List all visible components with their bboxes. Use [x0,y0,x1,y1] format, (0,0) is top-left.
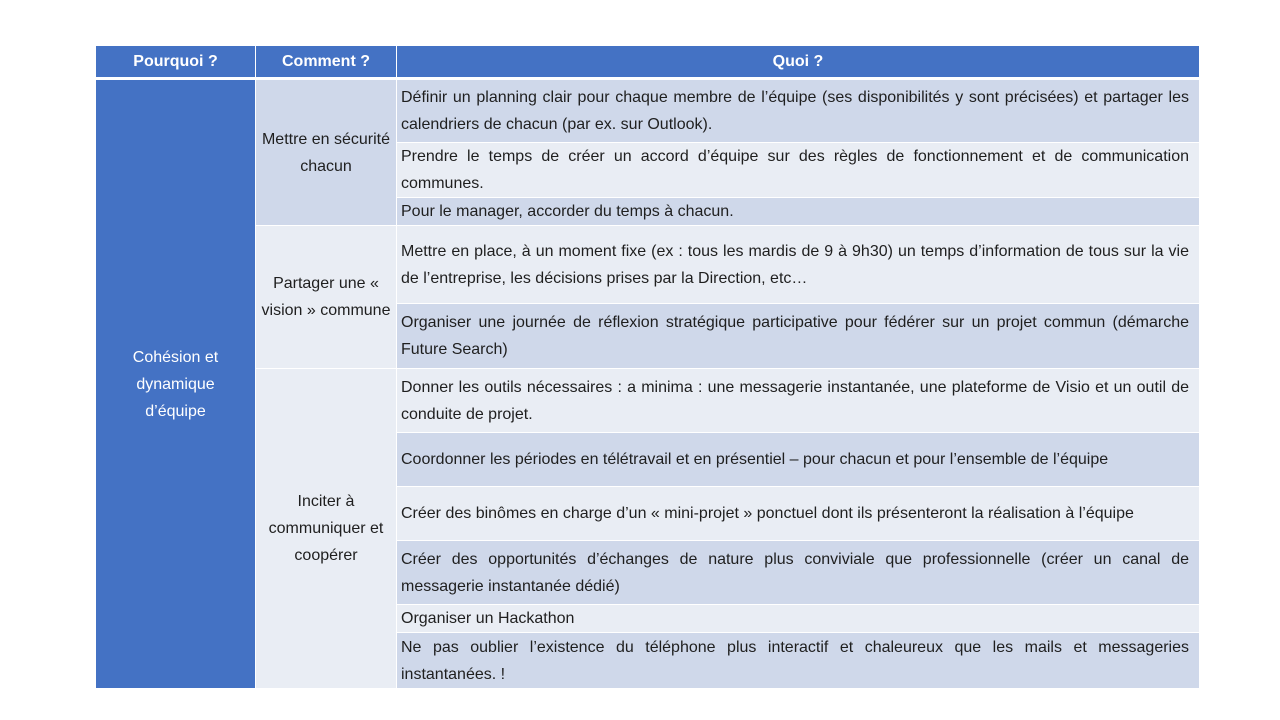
how-cell-vision: Partager une « vision » commune [256,226,397,369]
table-row [96,226,1200,304]
header-comment: Comment ? [256,46,397,79]
table-row [96,369,1200,433]
how-cell-securite: Mettre en sécurité chacun [256,79,397,226]
action-table [95,45,1200,689]
what-cell: Organiser une journée de réflexion stratégique participative pour fédérer sur un projet commun (démarche Future Search) [397,304,1200,369]
how-cell-cooperer: Inciter à communiquer et coopérer [256,369,397,689]
what-cell: Créer des binômes en charge d’un « mini-projet » ponctuel dont ils présenteront la réalisation à l’équipe [397,487,1200,541]
what-cell: Ne pas oublier l’existence du téléphone plus interactif et chaleureux que les mails et messageries instantanées. ! [397,633,1200,689]
what-cell: Organiser un Hackathon [397,605,1200,633]
what-cell: Prendre le temps de créer un accord d’équipe sur des règles de fonctionnement et de communication communes. [397,143,1200,198]
what-cell: Mettre en place, à un moment fixe (ex : tous les mardis de 9 à 9h30) un temps d’information de tous sur la vie de l’entreprise, les décisions prises par la Direction, etc… [397,226,1200,304]
why-cell: Cohésion et dynamique d’équipe [96,79,256,689]
header-quoi: Quoi ? [397,46,1200,79]
what-cell: Créer des opportunités d’échanges de nature plus conviviale que professionnelle (créer un canal de messagerie instantanée dédié) [397,541,1200,605]
header-pourquoi: Pourquoi ? [96,46,256,79]
what-cell: Coordonner les périodes en télétravail et en présentiel – pour chacun et pour l’ensemble de l’équipe [397,433,1200,487]
header-row [96,46,1200,79]
what-cell: Pour le manager, accorder du temps à chacun. [397,198,1200,226]
table-row [96,79,1200,143]
what-cell: Définir un planning clair pour chaque membre de l’équipe (ses disponibilités y sont précisées) et partager les calendriers de chacun (par ex. sur Outlook). [397,79,1200,143]
what-cell: Donner les outils nécessaires : a minima : une messagerie instantanée, une plateforme de Visio et un outil de conduite de projet. [397,369,1200,433]
